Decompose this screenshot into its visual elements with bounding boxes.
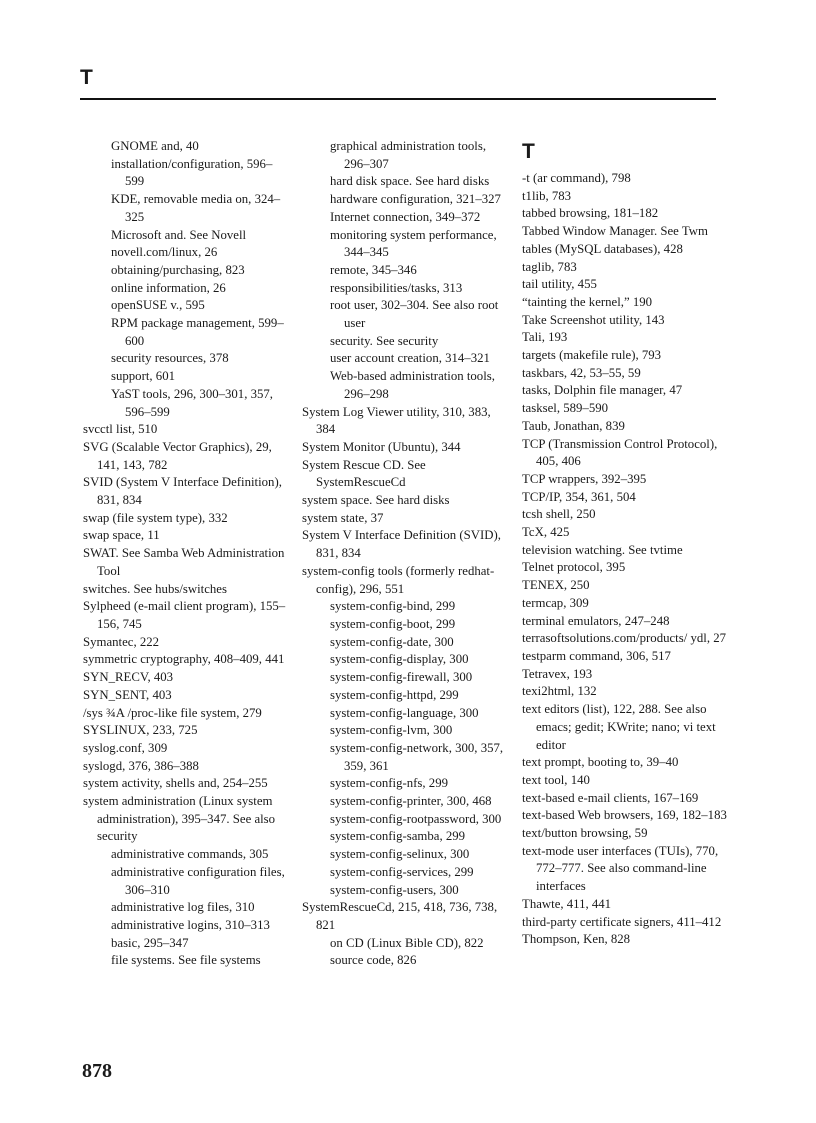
index-subentry: system-config-bind, 299: [330, 599, 456, 614]
index-entry: system space. See hard disks: [302, 493, 450, 508]
index-entry: text-based Web browsers, 169, 182–183: [522, 808, 727, 823]
index-subentry: hard disk space. See hard disks: [330, 174, 490, 189]
index-subentry: system-config-services, 299: [330, 864, 474, 879]
index-entry: testparm command, 306, 517: [522, 648, 671, 663]
index-entry: t1lib, 783: [522, 188, 572, 203]
index-entry: “tainting the kernel,” 190: [522, 294, 653, 309]
page-number: 878: [82, 1060, 112, 1082]
index-subentry: graphical administration tools, 296–307: [330, 139, 487, 171]
running-head-letter: T: [80, 66, 93, 89]
section-letter: T: [522, 140, 535, 163]
index-entry: TCP/IP, 354, 361, 504: [522, 489, 636, 504]
index-entry: tcsh shell, 250: [522, 507, 596, 522]
index-entry: text tool, 140: [522, 772, 590, 787]
index-entry: television watching. See tvtime: [522, 542, 683, 557]
index-subentry: remote, 345–346: [330, 262, 417, 277]
index-subentry: installation/configuration, 596–599: [111, 156, 273, 189]
index-subentry: system-config-rootpassword, 300: [330, 811, 502, 826]
index-entry: Thompson, Ken, 828: [522, 932, 631, 947]
index-subentry: Internet connection, 349–372: [330, 209, 481, 224]
index-entry: Taub, Jonathan, 839: [522, 418, 625, 433]
index-subentry: administrative commands, 305: [111, 847, 269, 862]
index-subentry: system-config-network, 300, 357, 359, 361: [330, 740, 504, 773]
index-entry: System Monitor (Ubuntu), 344: [302, 439, 461, 454]
index-entry: texi2html, 132: [522, 684, 597, 699]
index-subentry: Microsoft and. See Novell: [111, 227, 247, 242]
index-entry: Thawte, 411, 441: [522, 896, 612, 911]
index-subentry: administrative logins, 310–313: [111, 917, 270, 932]
index-entry: tail utility, 455: [522, 277, 597, 292]
index-subentry: user account creation, 314–321: [330, 351, 490, 366]
index-subentry: on CD (Linux Bible CD), 822: [330, 935, 484, 950]
index-subentry: system-config-users, 300: [330, 882, 459, 897]
index-entry: system administration (Linux system administration), 395–347. See also security: [83, 794, 276, 844]
index-entry: SYN_RECV, 403: [83, 670, 174, 685]
index-column-2: [302, 138, 507, 970]
index-entry: SYN_SENT, 403: [83, 687, 172, 702]
index-subentry: GNOME and, 40: [111, 139, 199, 153]
index-entry: switches. See hubs/switches: [83, 581, 227, 596]
index-entry: taglib, 783: [522, 259, 577, 274]
index-entry: Symantec, 222: [83, 634, 160, 649]
index-entry: SVG (Scalable Vector Graphics), 29, 141, 143, 782: [83, 439, 272, 472]
index-entry: tasksel, 589–590: [522, 401, 609, 416]
index-subentry: system-config-nfs, 299: [330, 776, 448, 791]
index-entry: system-config tools (formerly redhat-config), 296, 551: [302, 563, 495, 596]
index-subentry: Web-based administration tools, 296–298: [330, 369, 495, 401]
index-entry: text-based e-mail clients, 167–169: [522, 790, 699, 805]
index-entry: text-mode user interfaces (TUIs), 770, 772–777. See also command-line interfaces: [522, 843, 719, 894]
index-subentry: novell.com/linux, 26: [111, 245, 218, 260]
index-entry: TCP (Transmission Control Protocol), 405, 406: [522, 436, 718, 469]
index-subentry: responsibilities/tasks, 313: [330, 280, 463, 295]
index-entry: taskbars, 42, 53–55, 59: [522, 365, 641, 380]
index-subentry: system-config-firewall, 300: [330, 670, 473, 685]
index-subentry: system-config-printer, 300, 468: [330, 794, 492, 809]
index-entry: Tetravex, 193: [522, 666, 593, 681]
index-subentry: security. See security: [330, 333, 439, 348]
index-entry: terrasoftsolutions.com/products/ ydl, 27: [522, 631, 727, 646]
index-entry: -t (ar command), 798: [522, 171, 631, 185]
index-subentry: root user, 302–304. See also root user: [330, 298, 499, 331]
index-subentry: RPM package management, 599–600: [111, 316, 284, 348]
index-subentry: system-config-lvm, 300: [330, 723, 453, 738]
index-entry: tasks, Dolphin file manager, 47: [522, 383, 683, 398]
index-entry: system activity, shells and, 254–255: [83, 776, 268, 791]
index-subentry: system-config-boot, 299: [330, 616, 456, 631]
index-column-3: [522, 138, 732, 949]
index-entry: /sys ¾A /proc-like file system, 279: [83, 705, 262, 720]
index-entry: third-party certificate signers, 411–412: [522, 914, 722, 929]
index-entry: SVID (System V Interface Definition), 831, 834: [83, 475, 282, 508]
index-subentry: file systems. See file systems: [111, 953, 261, 968]
index-subentry: obtaining/purchasing, 823: [111, 262, 245, 277]
index-subentry: YaST tools, 296, 300–301, 357, 596–599: [111, 386, 274, 419]
index-subentry: system-config-samba, 299: [330, 829, 466, 844]
index-entry: terminal emulators, 247–248: [522, 613, 670, 628]
index-entry: Telnet protocol, 395: [522, 560, 626, 575]
index-subentry: support, 601: [111, 369, 175, 384]
index-entry: syslog.conf, 309: [83, 740, 168, 755]
index-subentry: openSUSE v., 595: [111, 298, 205, 313]
index-column-1: [83, 138, 288, 970]
index-entry: Take Screenshot utility, 143: [522, 312, 665, 327]
index-entry: text prompt, booting to, 39–40: [522, 755, 679, 770]
index-entry: SWAT. See Samba Web Administration Tool: [83, 546, 285, 578]
index-entry: SYSLINUX, 233, 725: [83, 723, 198, 738]
index-entry: SystemRescueCd, 215, 418, 736, 738, 821: [302, 900, 498, 932]
index-subentry: administrative configuration files, 306–310: [111, 864, 285, 897]
index-entry: termcap, 309: [522, 595, 589, 610]
index-entry: Tabbed Window Manager. See Twm: [522, 224, 708, 239]
index-entry: Tali, 193: [522, 330, 568, 345]
index-subentry: system-config-httpd, 299: [330, 687, 459, 702]
index-entry: svcctl list, 510: [83, 422, 158, 437]
index-subentry: system-config-selinux, 300: [330, 847, 470, 862]
index-entry: system state, 37: [302, 510, 384, 525]
index-entry: System V Interface Definition (SVID), 831, 834: [302, 528, 501, 561]
index-entry: symmetric cryptography, 408–409, 441: [83, 652, 285, 667]
index-subentry: monitoring system performance, 344–345: [330, 227, 497, 260]
index-entry: text editors (list), 122, 288. See also emacs; gedit; KWrite; nano; vi text editor: [522, 702, 716, 752]
index-subentry: system-config-display, 300: [330, 652, 469, 667]
index-subentry: source code, 826: [330, 953, 417, 968]
index-entry: Sylpheed (e-mail client program), 155–156, 745: [83, 599, 286, 631]
index-subentry: basic, 295–347: [111, 935, 189, 950]
index-subentry: KDE, removable media on, 324–325: [111, 192, 281, 224]
index-entry: tables (MySQL databases), 428: [522, 241, 683, 256]
index-entry: System Rescue CD. See SystemRescueCd: [302, 457, 426, 490]
index-entry: syslogd, 376, 386–388: [83, 758, 199, 773]
index-entry: tabbed browsing, 181–182: [522, 206, 659, 221]
index-entry: text/button browsing, 59: [522, 826, 648, 841]
index-entry: TCP wrappers, 392–395: [522, 471, 647, 486]
index-subentry: system-config-language, 300: [330, 705, 479, 720]
index-entry: System Log Viewer utility, 310, 383, 384: [302, 404, 491, 437]
index-entry: targets (makefile rule), 793: [522, 348, 662, 363]
index-entry: swap space, 11: [83, 528, 160, 543]
index-entry: TcX, 425: [522, 525, 570, 540]
index-subentry: administrative log files, 310: [111, 900, 255, 915]
header-rule: [80, 98, 716, 100]
index-subentry: system-config-date, 300: [330, 634, 454, 649]
index-entry: TENEX, 250: [522, 578, 590, 593]
index-subentry: hardware configuration, 321–327: [330, 192, 501, 207]
index-entry: swap (file system type), 332: [83, 510, 228, 525]
index-subentry: security resources, 378: [111, 351, 229, 366]
index-subentry: online information, 26: [111, 280, 226, 295]
